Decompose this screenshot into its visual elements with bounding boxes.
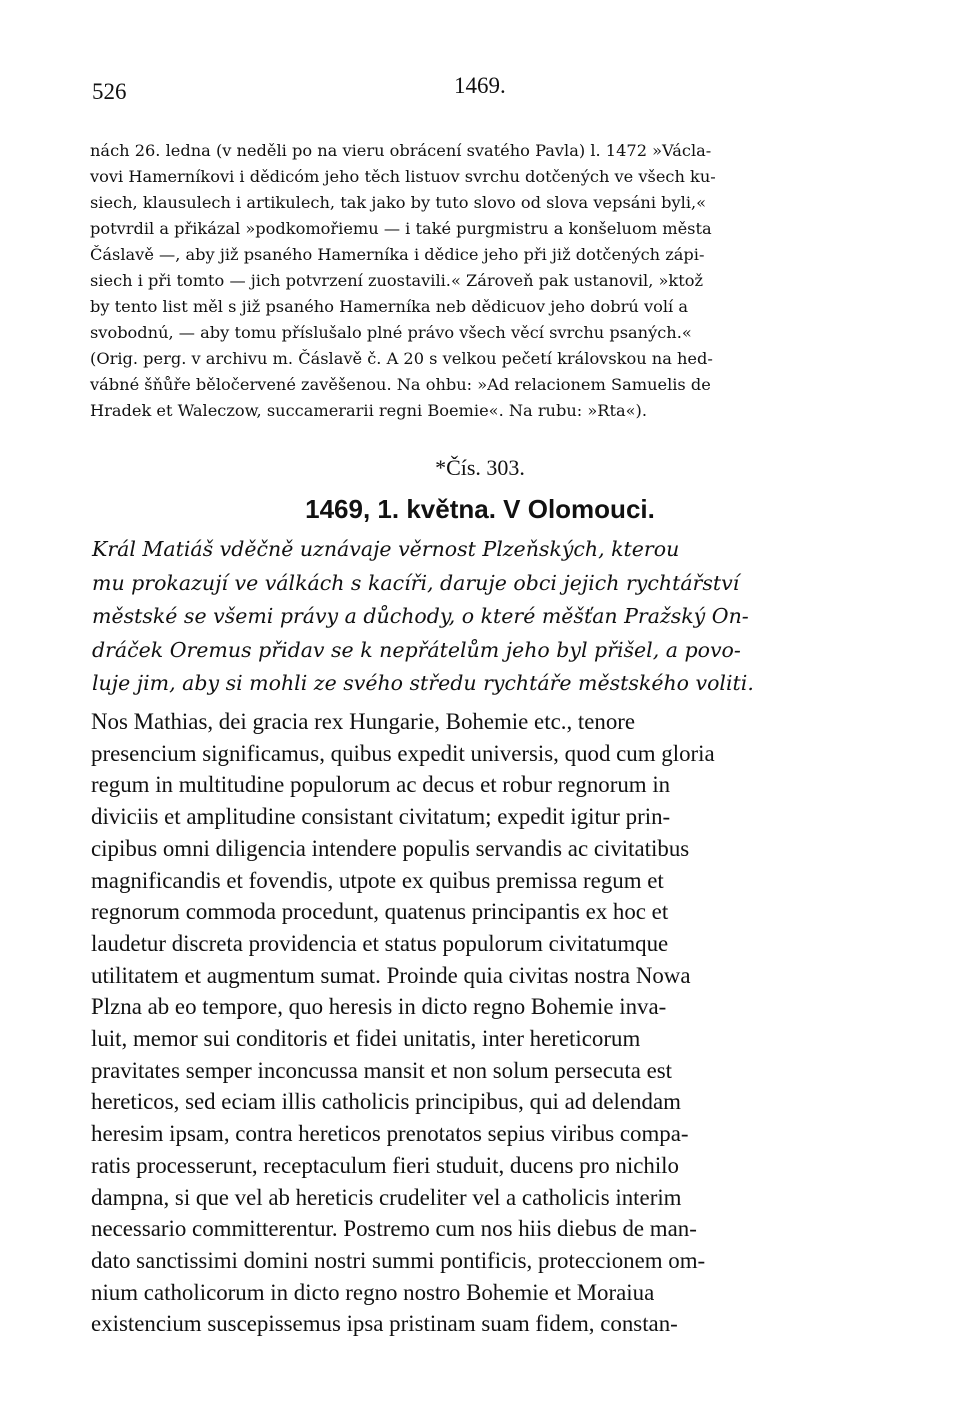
body-line: laudetur discreta providencia et status populorum civitatumque xyxy=(91,930,669,956)
body-line: heresim ipsam, contra hereticos prenotatos sepius viribus compa- xyxy=(91,1121,689,1147)
note-line: siech i při tomto — jich potvrzení zuostavili.« Zároveň pak ustanovil, »ktož xyxy=(90,271,703,290)
page-number: 526 xyxy=(92,79,127,104)
note-line: Čáslavě —, aby již psaného Hamerníka i dědice jeho při již dotčených zápi- xyxy=(90,245,705,264)
document-number: *Čís. 303. xyxy=(435,455,525,480)
regest-line: luje jim, aby si mohli ze svého středu rychtáře městského voliti. xyxy=(92,671,754,695)
regest-line: mu prokazují ve válkách s kacíři, daruje obci jejich rychtářství xyxy=(92,570,740,595)
body-line: dampna, si que vel ab hereticis crudeliter vel a catholicis interim xyxy=(91,1184,682,1210)
note-line: potvrdil a přikázal »podkomořiemu — i také purgmistru a konšeluom města xyxy=(90,219,712,238)
regest-line: Král Matiáš vděčně uznávaje věrnost Plzeňských, kterou xyxy=(92,537,680,561)
note-line: vovi Hamerníkovi i dědicóm jeho těch listuov svrchu dotčených ve všech ku- xyxy=(90,167,716,186)
latin-charter-text xyxy=(91,706,870,1340)
running-header-year: 1469. xyxy=(454,73,506,98)
note-line: svobodnú, — aby tomu příslušalo plné právo všech věcí svrchu psaných.« xyxy=(90,323,692,342)
regest-line: městské se všemi právy a důchody, o které měšťan Pražský On- xyxy=(92,604,749,628)
note-line: (Orig. perg. v archivu m. Čáslavě č. A 20 s velkou pečetí královskou na hed- xyxy=(90,349,713,368)
body-line: presencium significamus, quibus expedit universis, quod cum gloria xyxy=(91,740,715,766)
body-line: pravitates semper inconcussa mansit et non solum persecuta est xyxy=(91,1057,673,1083)
body-line: regnorum commoda procedunt, quatenus principantis ex hoc et xyxy=(91,899,669,925)
body-line: magnificandis et fovendis, utpote ex quibus premissa regum et xyxy=(91,867,664,893)
body-line: necessario committerentur. Postremo cum nos hiis diebus de man- xyxy=(91,1216,697,1242)
previous-document-notes xyxy=(90,138,870,424)
note-line: siech, klausulech i artikulech, tak jako by tuto slovo od slova vepsáni byli,« xyxy=(90,193,707,212)
page-header xyxy=(92,73,868,109)
body-line: dato sanctissimi domini nostri summi pontificis, proteccionem om- xyxy=(91,1247,706,1273)
body-line: luit, memor sui conditoris et fidei unitatis, inter hereticorum xyxy=(91,1026,641,1052)
body-line: hereticos, sed eciam illis catholicis principibus, qui ad delendam xyxy=(91,1089,681,1115)
body-line: regum in multitudine populorum ac decus et robur regnorum in xyxy=(91,772,671,798)
body-line: utilitatem et augmentum sumat. Proinde quia civitas nostra Nowa xyxy=(91,962,691,988)
body-line: Nos Mathias, dei gracia rex Hungarie, Bohemie etc., tenore xyxy=(91,709,636,734)
note-line: Hradek et Waleczow, succamerarii regni Boemie«. Na rubu: »Rta«). xyxy=(90,401,647,420)
regest-summary xyxy=(92,533,870,701)
body-line: existencium suscepissemus ipsa pristinam suam fidem, constan- xyxy=(91,1311,678,1337)
note-line: by tento list měl s již psaného Hamerníka neb dědicuov jeho dobrú volí a xyxy=(90,297,688,316)
note-line: vábné šňůře běločervené zavěšenou. Na ohbu: »Ad relacionem Samuelis de xyxy=(90,375,711,394)
body-line: ratis processerunt, receptaculum fieri studuit, ducens pro nichilo xyxy=(91,1152,679,1178)
note-line: nách 26. ledna (v neděli po na vieru obrácení svatého Pavla) l. 1472 »Václa- xyxy=(90,141,712,160)
body-line: nium catholicorum in dicto regno nostro Bohemie et Moraiua xyxy=(91,1279,655,1305)
body-line: cipibus omni diligencia intendere populis servandis ac civitatibus xyxy=(91,835,690,861)
regest-line: dráček Oremus přidav se k nepřátelům jeho byl přišel, a povo- xyxy=(92,637,741,662)
document-date-heading: 1469, 1. května. V Olomouci. xyxy=(305,494,655,524)
body-line: Plzna ab eo tempore, quo heresis in dicto regno Bohemie inva- xyxy=(91,994,667,1020)
body-line: diviciis et amplitudine consistant civitatum; expedit igitur prin- xyxy=(91,804,671,830)
